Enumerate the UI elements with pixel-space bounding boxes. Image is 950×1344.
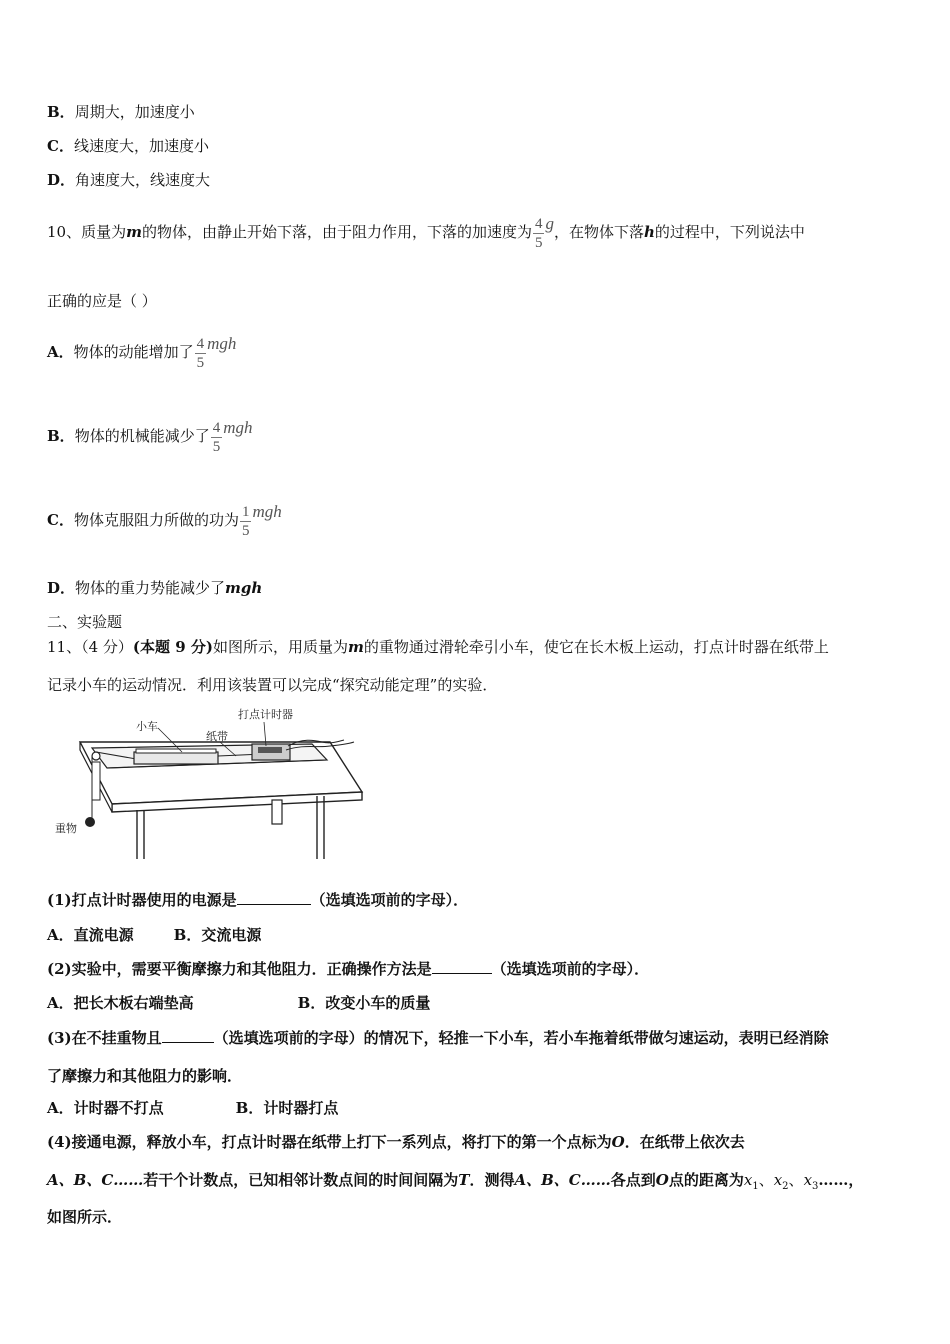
fraction (195, 335, 207, 372)
subscript: 3 (812, 1181, 819, 1192)
option-letter: B． (47, 103, 75, 121)
option-a: A．计时器不打点 (47, 1099, 164, 1117)
q11-part4 (47, 1132, 745, 1152)
q11-score-note: (本题 9 分) (132, 638, 213, 656)
fraction-numerator: 4 (212, 419, 221, 436)
option-b: B．交流电源 (173, 926, 262, 944)
label-car: 小车 (136, 720, 158, 733)
q11-part1 (47, 890, 468, 910)
fraction (533, 215, 545, 252)
answer-blank[interactable] (237, 890, 311, 905)
q11-stem-text: 的重物通过滑轮牵引小车，使它在长木板上运动，打点计时器在纸带上 (363, 638, 829, 656)
q10-stem-text: 的物体，由静止开始下落，由于阻力作用，下落的加速度为 (141, 223, 532, 241)
option-letter: D． (47, 171, 76, 189)
q10-stem-text: 10、质量为 (47, 223, 127, 241)
fraction-numerator: 1 (241, 503, 250, 520)
part-text: ．测得 (469, 1171, 515, 1189)
hanging-weight (85, 817, 95, 827)
q11-part3-line2 (47, 1066, 242, 1086)
option-text: 线速度大，加速度小 (73, 137, 209, 155)
fraction-denominator: 5 (241, 522, 250, 539)
q11-part4-line2 (47, 1170, 863, 1197)
var-g: g (545, 214, 554, 233)
var-h: h (644, 223, 655, 241)
experiment-apparatus-figure (52, 704, 367, 862)
option-letter: C． (47, 511, 74, 529)
q10-stem-text: ，在物体下落 (553, 223, 644, 241)
part-text: (1)打点计时器使用的电源是 (47, 891, 237, 909)
fraction (240, 503, 252, 540)
var-x: x (803, 1171, 813, 1189)
part-text: （选填选项前的字母）的情况下，轻推一下小车，若小车拖着纸带做匀速运动，表明已经消除 (213, 1029, 829, 1047)
answer-blank[interactable] (162, 1028, 214, 1043)
q11-part4-line3 (47, 1207, 122, 1227)
q10-option-c (47, 500, 282, 541)
var-x: x (743, 1171, 753, 1189)
option-letter: D． (47, 579, 76, 597)
fraction-numerator: 4 (196, 335, 205, 352)
q9-option-b (47, 102, 195, 122)
option-text: 角速度大，线速度大 (75, 171, 211, 189)
separator: 、 (788, 1171, 804, 1189)
car (134, 752, 218, 764)
var-x: x (773, 1171, 783, 1189)
q10-stem-text: 的过程中，下列说法中 (654, 223, 805, 241)
option-letter: B． (47, 427, 75, 445)
math-expression: mgh (223, 418, 253, 437)
option-text: 物体克服阻力所做的功为 (73, 511, 239, 529)
part-text: 点的距离为 (668, 1171, 744, 1189)
subscript: 1 (752, 1181, 759, 1192)
part-text: （选填选项前的字母）． (491, 960, 650, 978)
option-text: 周期大，加速度小 (74, 103, 195, 121)
car-top (136, 749, 216, 753)
pulley (92, 752, 100, 760)
part-text: (3)在不挂重物且 (47, 1029, 162, 1047)
var-O: O (655, 1171, 669, 1189)
part-text: 了摩擦力和其他阻力的影响． (47, 1067, 243, 1085)
label-timer: 打点计时器 (238, 708, 293, 721)
q10-option-a (47, 332, 236, 373)
part-text: 各点到 (610, 1171, 656, 1189)
option-letter: A． (47, 343, 74, 361)
q11-part3 (47, 1028, 829, 1048)
q10-stem (47, 212, 805, 253)
q11-part1-options (47, 925, 261, 945)
math-expression: mgh (252, 502, 282, 521)
fraction (211, 419, 223, 456)
var-m: m (126, 223, 142, 241)
var-m: m (348, 638, 364, 656)
separator: 、 (758, 1171, 774, 1189)
option-text: 物体的动能增加了 (73, 343, 194, 361)
option-letter: C． (47, 137, 74, 155)
answer-blank[interactable] (432, 959, 492, 974)
fraction-denominator: 5 (212, 438, 221, 455)
option-b: B．改变小车的质量 (297, 994, 431, 1012)
math-expression: mgh (225, 579, 263, 597)
q11-stem-text: 11、（4 分） (47, 638, 133, 656)
subscript: 2 (782, 1181, 789, 1192)
q9-option-c (47, 136, 209, 156)
q11-stem (47, 637, 829, 657)
part-text: 如图所示． (47, 1208, 123, 1226)
fraction-denominator: 5 (196, 354, 205, 371)
label-tape: 纸带 (206, 730, 228, 743)
part-text: (2)实验中，需要平衡摩擦力和其他阻力．正确操作方法是 (47, 960, 432, 978)
math-expression: mgh (207, 334, 237, 353)
q11-stem-line2: 记录小车的运动情况．利用该装置可以完成“探究动能定理”的实验． (47, 676, 498, 694)
option-a: A．把长木板右端垫高 (47, 994, 194, 1012)
var-T: T (458, 1171, 470, 1189)
option-text: 物体的机械能减少了 (74, 427, 210, 445)
var-O: O (611, 1133, 625, 1151)
label-weight: 重物 (55, 822, 77, 835)
points-abc: A、B、C…… (514, 1171, 611, 1189)
q11-part2-options (47, 993, 430, 1013)
points-abc: A、B、C…… (47, 1171, 144, 1189)
q11-part2 (47, 959, 649, 979)
option-a: A．直流电源 (47, 926, 134, 944)
q11-stem-text: 如图所示，用质量为 (212, 638, 348, 656)
section-title: 二、实验题 (47, 613, 123, 631)
q11-part3-options (47, 1098, 338, 1118)
part-text: ．在纸带上依次去 (624, 1133, 745, 1151)
option-b: B．计时器打点 (235, 1099, 339, 1117)
option-text: 物体的重力势能减少了 (75, 579, 226, 597)
part-text: (4)接通电源，释放小车，打点计时器在纸带上打下一系列点，将打下的第一个点标为 (47, 1133, 612, 1151)
fraction-denominator: 5 (534, 234, 543, 251)
q10-option-d (47, 578, 262, 598)
q10-option-b (47, 416, 252, 457)
q10-stem-line2: 正确的应是（ ） (47, 292, 157, 310)
q9-option-d (47, 170, 210, 190)
fraction-numerator: 4 (534, 215, 543, 232)
part-text: （选填选项前的字母）． (310, 891, 469, 909)
table-leg-back (272, 800, 282, 824)
part-text: 若干个计数点，已知相邻计数点间的时间间隔为 (143, 1171, 459, 1189)
timer-core (258, 747, 282, 753)
pulley-clamp (92, 762, 100, 800)
part-text: ……， (818, 1171, 864, 1189)
